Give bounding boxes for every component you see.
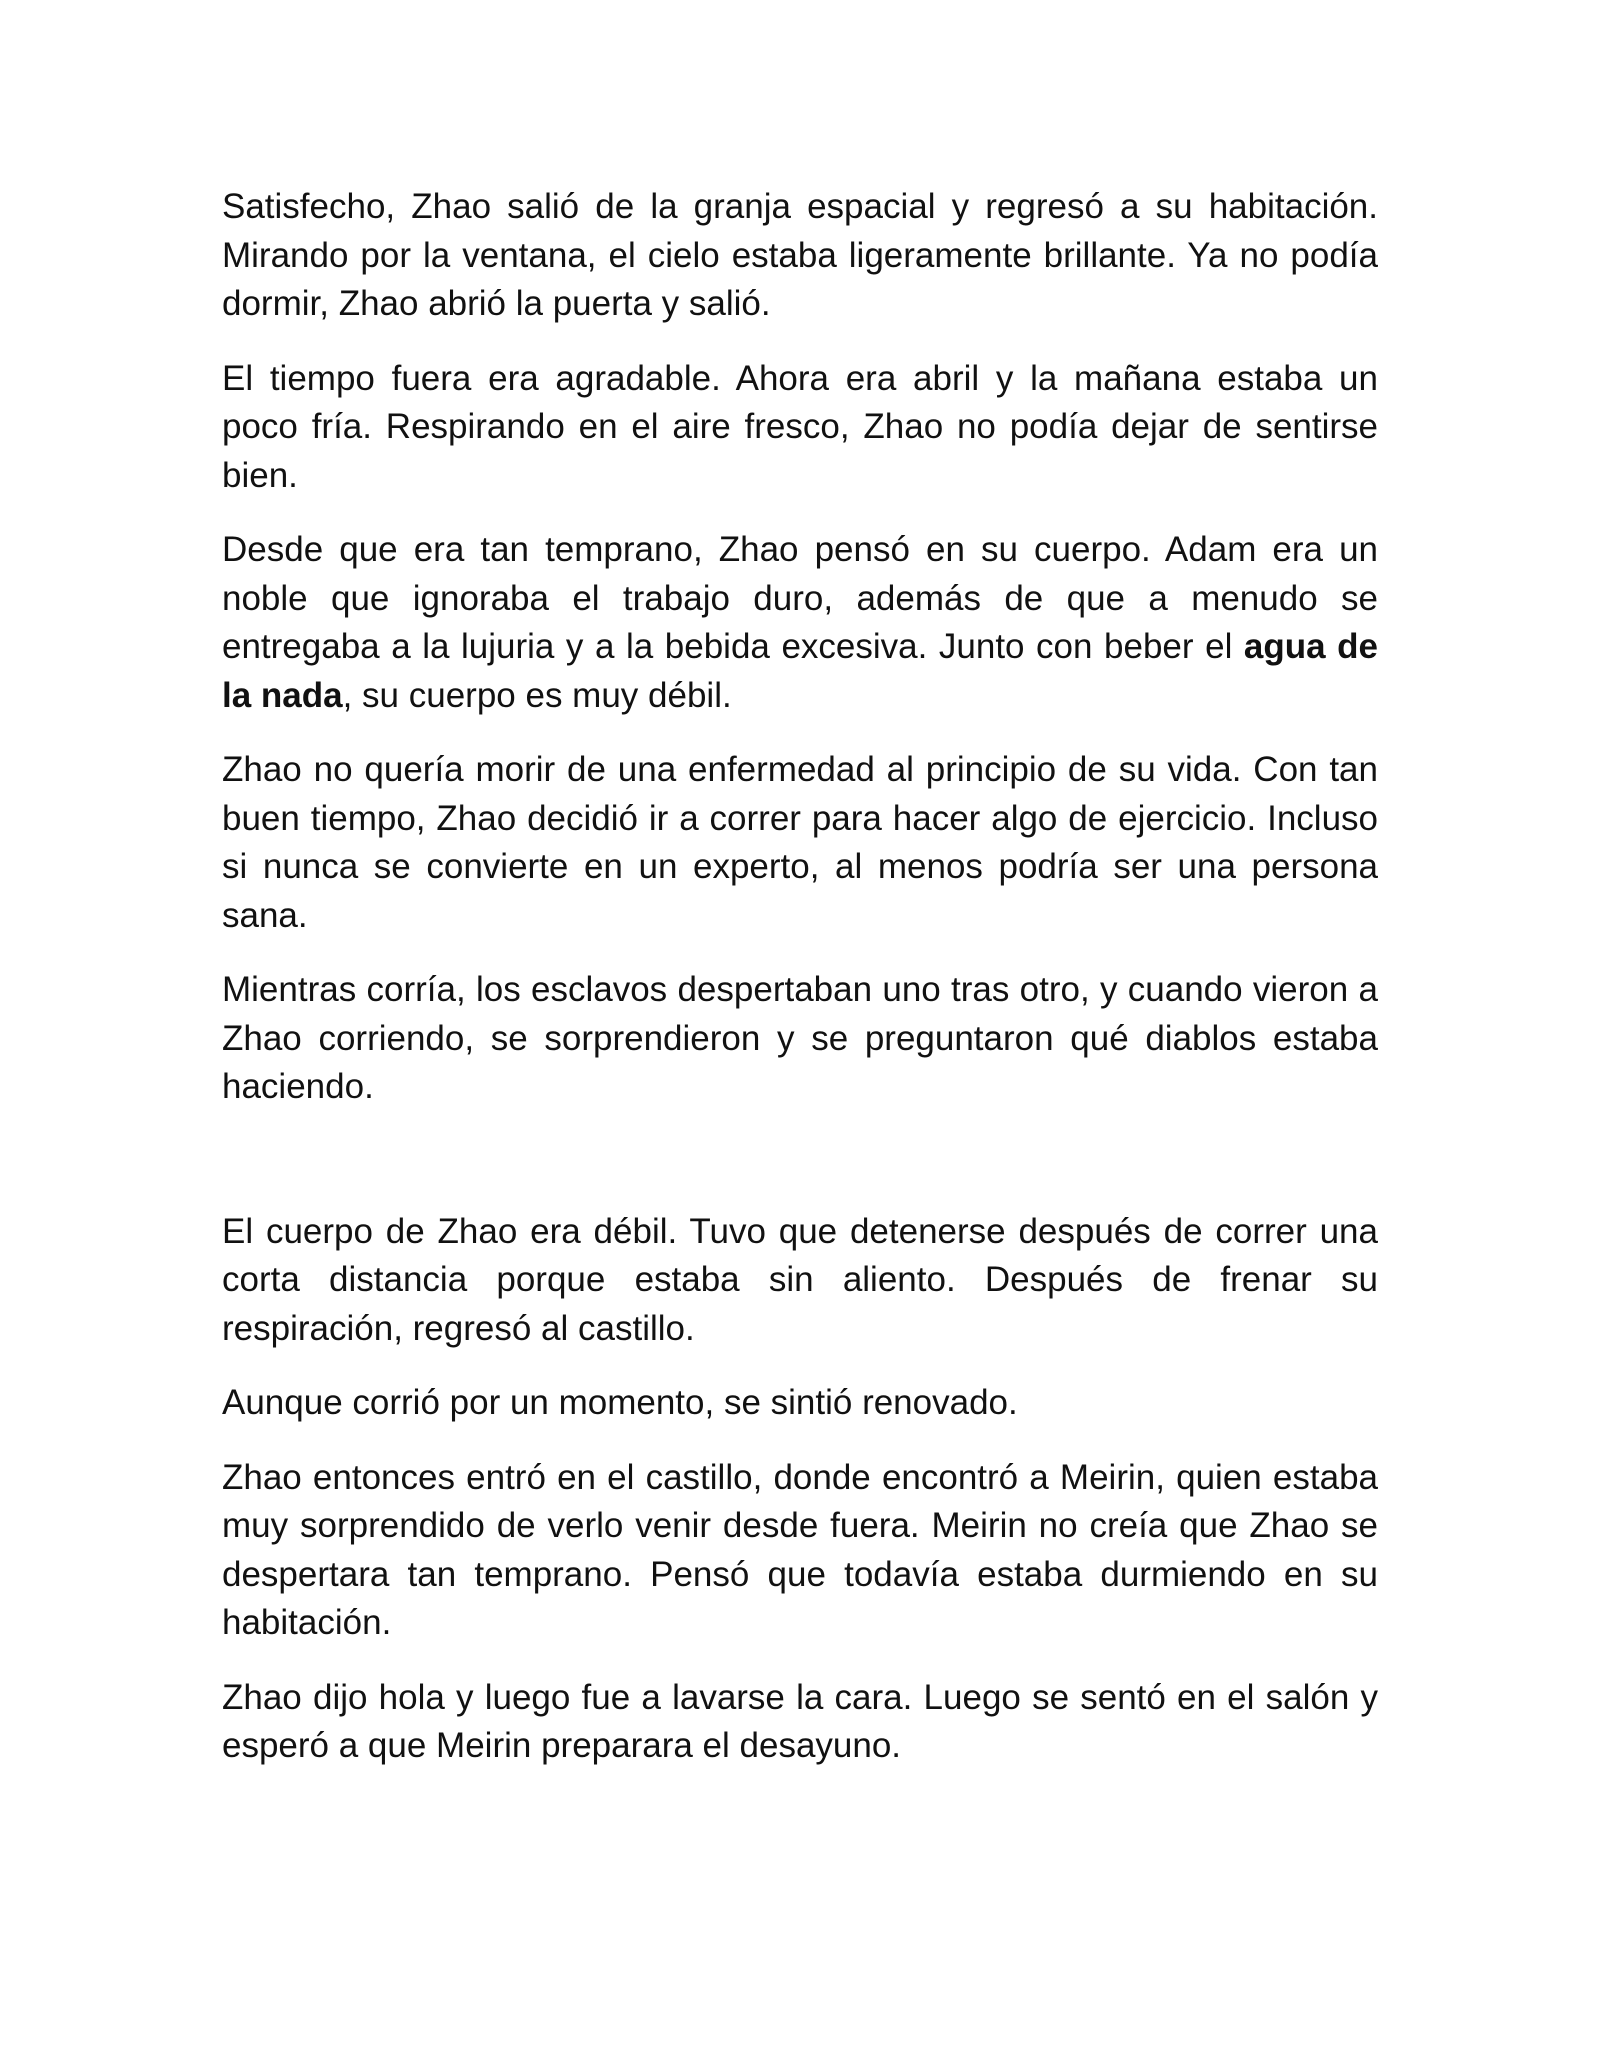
paragraph-3 <box>222 526 1378 720</box>
paragraph-3-bold-term: agua de la nada <box>222 627 1378 715</box>
paragraph-5: Mientras corría, los esclavos despertaban uno tras otro, y cuando vieron a Zhao corriendo, se sorprendieron y se preguntaron qué diablos estaba haciendo. <box>222 970 1378 1106</box>
paragraph-8: Zhao entonces entró en el castillo, donde encontró a Meirin, quien estaba muy sorprendido de verlo venir desde fuera. Meirin no creía que Zhao se despertara tan temprano. Pensó que todavía estaba durmiendo en su habitación. <box>222 1457 1378 1642</box>
document-body <box>222 183 1378 1797</box>
paragraph-1: Satisfecho, Zhao salió de la granja espacial y regresó a su habitación. Mirando por la ventana, el cielo estaba ligeramente brillante. Ya no podía dormir, Zhao abrió la puerta y salió. <box>222 187 1378 323</box>
paragraph-4: Zhao no quería morir de una enfermedad al principio de su vida. Con tan buen tiempo, Zhao decidió ir a correr para hacer algo de ejercicio. Incluso si nunca se convierte en un experto, al menos podría ser una persona sana. <box>222 750 1378 935</box>
paragraph-3-text-before: Desde que era tan temprano, Zhao pensó en su cuerpo. Adam era un noble que ignoraba el trabajo duro, además de que a menudo se entregaba a la lujuria y a la bebida excesiva. Junto con beber el <box>222 530 1378 666</box>
paragraph-6: El cuerpo de Zhao era débil. Tuvo que detenerse después de correr una corta distancia porque estaba sin aliento. Después de frenar su respiración, regresó al castillo. <box>222 1211 1378 1348</box>
paragraph-7: Aunque corrió por un momento, se sintió renovado. <box>222 1383 1018 1422</box>
paragraph-3-text-after: , su cuerpo es muy débil. <box>342 675 732 715</box>
paragraph-2: El tiempo fuera era agradable. Ahora era abril y la mañana estaba un poco fría. Respirando en el aire fresco, Zhao no podía dejar de sentirse bien. <box>222 358 1378 495</box>
paragraph-9: Zhao dijo hola y luego fue a lavarse la cara. Luego se sentó en el salón y esperó a que Meirin preparara el desayuno. <box>222 1677 1378 1765</box>
